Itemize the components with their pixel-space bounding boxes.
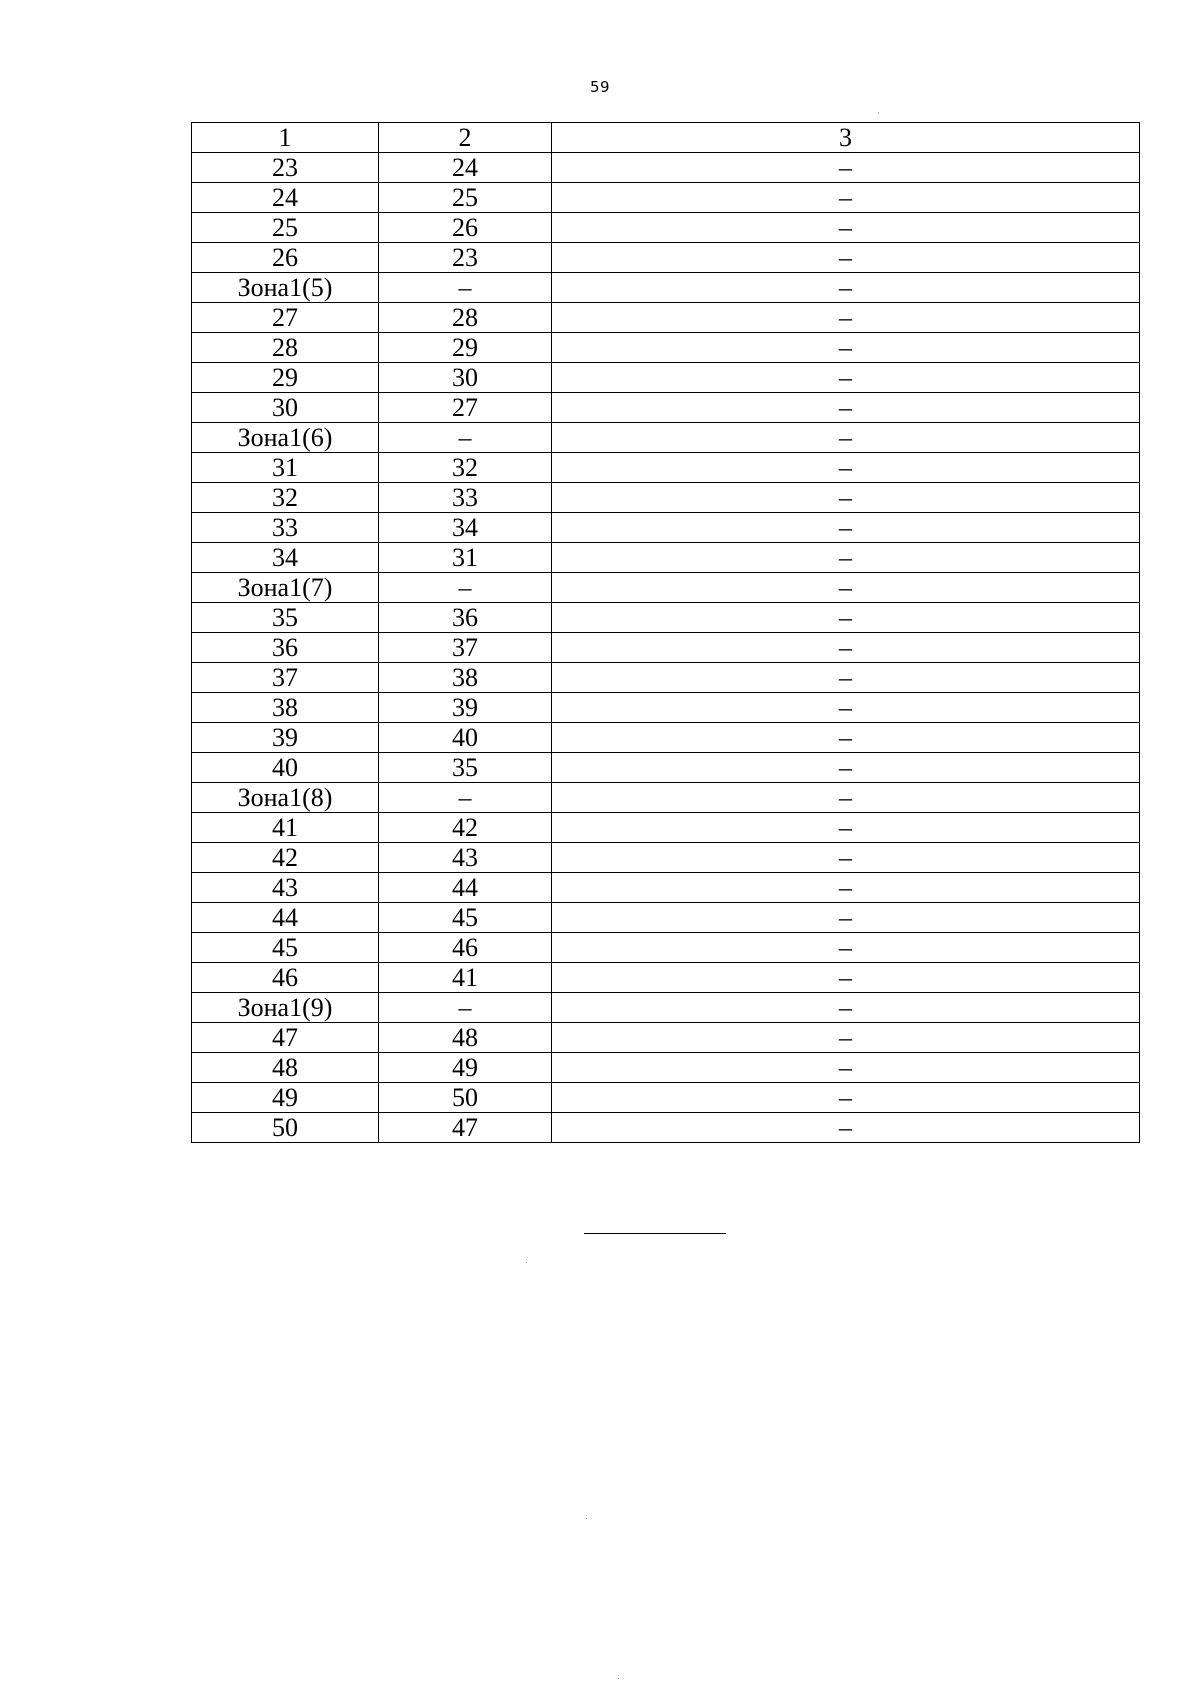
table-cell-col-2: 49	[379, 1053, 552, 1083]
table-cell-col-1: 26	[192, 243, 379, 273]
table-cell-col-3: –	[552, 153, 1140, 183]
table-cell-col-2: 24	[379, 153, 552, 183]
table-row	[192, 363, 1140, 393]
table-row	[192, 933, 1140, 963]
table-cell-col-2: 50	[379, 1083, 552, 1113]
table-cell-col-1: 48	[192, 1053, 379, 1083]
table-row	[192, 993, 1140, 1023]
table-cell-col-3: –	[552, 303, 1140, 333]
table-row	[192, 663, 1140, 693]
table-row	[192, 423, 1140, 453]
table-cell-col-1: 46	[192, 963, 379, 993]
table-row	[192, 543, 1140, 573]
scan-speck	[878, 112, 879, 113]
table-cell-col-3: –	[552, 753, 1140, 783]
table-cell-col-3: –	[552, 1023, 1140, 1053]
table-cell-col-3: –	[552, 633, 1140, 663]
table-row	[192, 183, 1140, 213]
table-row	[192, 813, 1140, 843]
table-cell-col-1: 41	[192, 813, 379, 843]
table-cell-col-2: 39	[379, 693, 552, 723]
table-cell-col-1: 32	[192, 483, 379, 513]
table-row	[192, 573, 1140, 603]
table-cell-col-1: 33	[192, 513, 379, 543]
table-cell-col-3: –	[552, 483, 1140, 513]
table-cell-col-2: 23	[379, 243, 552, 273]
table-cell-col-2: –	[379, 783, 552, 813]
table-row	[192, 1053, 1140, 1083]
table-cell-col-2: –	[379, 573, 552, 603]
table-cell-col-1: 42	[192, 843, 379, 873]
table-cell-col-3: –	[552, 183, 1140, 213]
table-cell-col-2: 29	[379, 333, 552, 363]
scan-speck	[586, 1518, 587, 1519]
table-cell-col-3: –	[552, 933, 1140, 963]
table-cell-col-3: –	[552, 963, 1140, 993]
table-cell-col-3: –	[552, 213, 1140, 243]
table-row	[192, 693, 1140, 723]
table-cell-col-1: Зона1(5)	[192, 273, 379, 303]
table-cell-col-2: 25	[379, 183, 552, 213]
table-row	[192, 483, 1140, 513]
table-cell-col-3: –	[552, 453, 1140, 483]
table-cell-col-2: 28	[379, 303, 552, 333]
table-cell-col-3: –	[552, 903, 1140, 933]
table-row	[192, 723, 1140, 753]
table-row	[192, 513, 1140, 543]
table-cell-col-3: –	[552, 843, 1140, 873]
table-cell-col-1: 24	[192, 183, 379, 213]
table-row	[192, 273, 1140, 303]
header-cell-col-1: 1	[192, 123, 379, 153]
table-row	[192, 903, 1140, 933]
table-cell-col-3: –	[552, 783, 1140, 813]
scan-speck	[526, 1262, 527, 1263]
table-row	[192, 843, 1140, 873]
table-body	[192, 123, 1140, 1143]
table-cell-col-3: –	[552, 663, 1140, 693]
table-cell-col-1: 25	[192, 213, 379, 243]
table-row	[192, 153, 1140, 183]
table-cell-col-2: 27	[379, 393, 552, 423]
table-cell-col-1: 31	[192, 453, 379, 483]
table-row	[192, 1023, 1140, 1053]
table-row	[192, 213, 1140, 243]
scan-speck	[618, 1678, 619, 1679]
table-cell-col-1: 44	[192, 903, 379, 933]
table-cell-col-1: Зона1(9)	[192, 993, 379, 1023]
table-cell-col-2: 36	[379, 603, 552, 633]
table-row	[192, 753, 1140, 783]
table-cell-col-3: –	[552, 603, 1140, 633]
table-cell-col-3: –	[552, 813, 1140, 843]
table-cell-col-1: 37	[192, 663, 379, 693]
table-cell-col-1: 43	[192, 873, 379, 903]
table-row	[192, 1113, 1140, 1143]
table-cell-col-2: –	[379, 423, 552, 453]
table-cell-col-1: 47	[192, 1023, 379, 1053]
table-cell-col-1: 27	[192, 303, 379, 333]
table-cell-col-2: 30	[379, 363, 552, 393]
table-cell-col-3: –	[552, 393, 1140, 423]
table-cell-col-3: –	[552, 573, 1140, 603]
table-cell-col-3: –	[552, 723, 1140, 753]
table-row	[192, 243, 1140, 273]
table-row	[192, 963, 1140, 993]
table-cell-col-1: 28	[192, 333, 379, 363]
table-cell-col-3: –	[552, 1113, 1140, 1143]
table-header-row	[192, 123, 1140, 153]
table-cell-col-2: 45	[379, 903, 552, 933]
table-cell-col-1: 38	[192, 693, 379, 723]
table-cell-col-2: 34	[379, 513, 552, 543]
table-cell-col-1: 49	[192, 1083, 379, 1113]
table-cell-col-3: –	[552, 693, 1140, 723]
header-cell-col-2: 2	[379, 123, 552, 153]
table-row	[192, 393, 1140, 423]
table-cell-col-3: –	[552, 543, 1140, 573]
table-cell-col-3: –	[552, 363, 1140, 393]
table-cell-col-3: –	[552, 513, 1140, 543]
table-cell-col-3: –	[552, 333, 1140, 363]
table-cell-col-2: 38	[379, 663, 552, 693]
table-cell-col-1: Зона1(8)	[192, 783, 379, 813]
table-cell-col-2: 37	[379, 633, 552, 663]
header-cell-col-3: 3	[552, 123, 1140, 153]
table-cell-col-2: 48	[379, 1023, 552, 1053]
table-row	[192, 303, 1140, 333]
table-cell-col-1: Зона1(6)	[192, 423, 379, 453]
data-table	[191, 122, 1140, 1143]
table-cell-col-1: Зона1(7)	[192, 573, 379, 603]
table-cell-col-1: 40	[192, 753, 379, 783]
table-cell-col-2: 41	[379, 963, 552, 993]
table-cell-col-1: 39	[192, 723, 379, 753]
table-row	[192, 633, 1140, 663]
table-cell-col-2: 35	[379, 753, 552, 783]
table-cell-col-1: 36	[192, 633, 379, 663]
table-row	[192, 873, 1140, 903]
table-cell-col-1: 29	[192, 363, 379, 393]
table-cell-col-2: 44	[379, 873, 552, 903]
table-cell-col-2: 33	[379, 483, 552, 513]
table-cell-col-3: –	[552, 1083, 1140, 1113]
table-cell-col-2: 26	[379, 213, 552, 243]
table-cell-col-2: 31	[379, 543, 552, 573]
table-cell-col-3: –	[552, 993, 1140, 1023]
table-cell-col-2: –	[379, 273, 552, 303]
page-number: 59	[589, 78, 611, 96]
table-cell-col-3: –	[552, 873, 1140, 903]
table-row	[192, 333, 1140, 363]
table-cell-col-3: –	[552, 423, 1140, 453]
table-cell-col-3: –	[552, 273, 1140, 303]
table-cell-col-1: 50	[192, 1113, 379, 1143]
table-cell-col-2: 46	[379, 933, 552, 963]
table-cell-col-3: –	[552, 1053, 1140, 1083]
table-cell-col-2: 42	[379, 813, 552, 843]
table-cell-col-2: 40	[379, 723, 552, 753]
table-cell-col-1: 34	[192, 543, 379, 573]
table-row	[192, 1083, 1140, 1113]
table-cell-col-2: 32	[379, 453, 552, 483]
table-cell-col-2: 43	[379, 843, 552, 873]
table-cell-col-1: 35	[192, 603, 379, 633]
table-cell-col-2: –	[379, 993, 552, 1023]
data-table-container	[191, 122, 1139, 1143]
table-row	[192, 603, 1140, 633]
table-cell-col-1: 30	[192, 393, 379, 423]
table-cell-col-1: 23	[192, 153, 379, 183]
table-row	[192, 783, 1140, 813]
table-cell-col-2: 47	[379, 1113, 552, 1143]
end-of-table-rule	[584, 1233, 726, 1234]
table-cell-col-3: –	[552, 243, 1140, 273]
table-cell-col-1: 45	[192, 933, 379, 963]
table-row	[192, 453, 1140, 483]
